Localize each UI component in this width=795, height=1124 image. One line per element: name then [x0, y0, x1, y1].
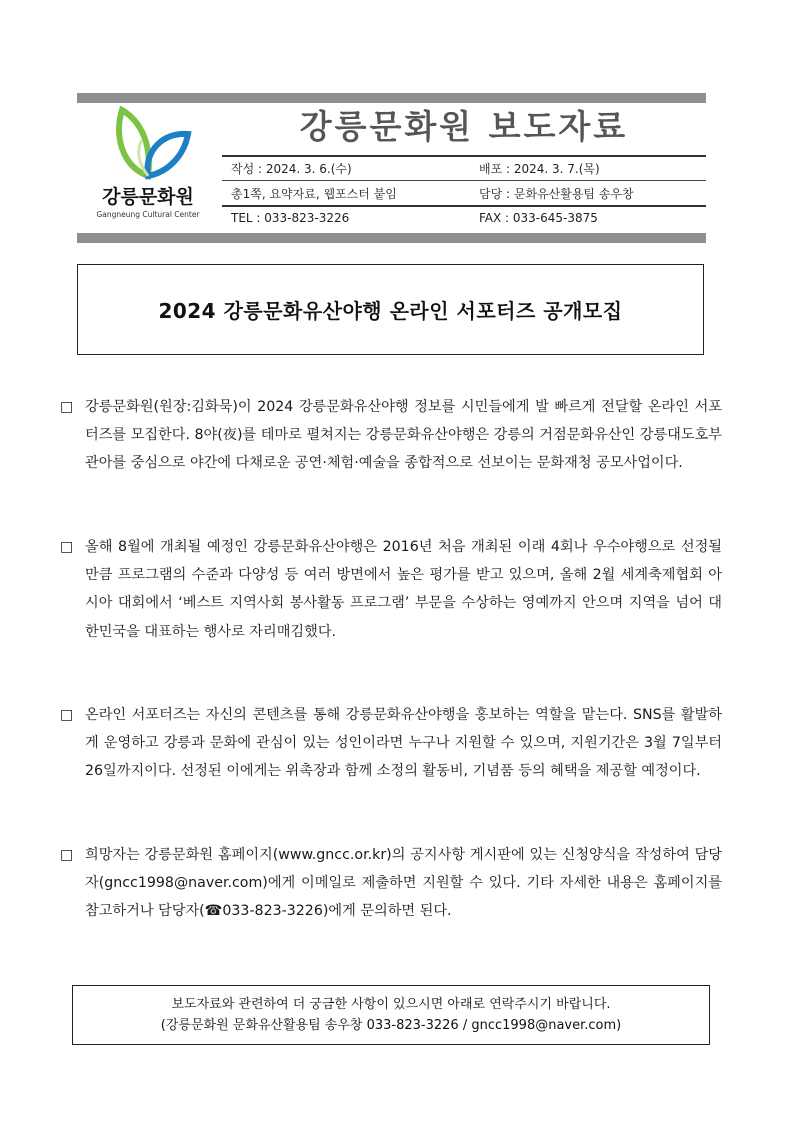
- info-divider: [222, 205, 706, 207]
- paragraph: [60, 701, 722, 786]
- headline-box: [77, 264, 704, 355]
- contact-box: [72, 985, 710, 1045]
- info-divider: [222, 155, 706, 157]
- contact-person: 담당 : 문화유산활용팀 송우창: [479, 187, 634, 201]
- tel-number: TEL : 033-823-3226: [231, 211, 350, 225]
- bullet-checkbox-icon: □: [60, 707, 74, 723]
- org-name-ko: 강릉문화원: [102, 186, 194, 208]
- leaf-logo-icon: [108, 106, 192, 182]
- paragraph: [60, 533, 722, 646]
- bullet-checkbox-icon: □: [60, 539, 74, 555]
- written-date: 작성 : 2024. 3. 6.(수): [231, 162, 352, 176]
- distribution-date: 배포 : 2024. 3. 7.(목): [479, 162, 600, 176]
- contact-message: 보도자료와 관련하여 더 궁금한 사항이 있으시면 아래로 연락주시기 바랍니다.: [171, 997, 611, 1012]
- bullet-checkbox-icon: □: [60, 847, 74, 863]
- release-title: 강릉문화원 보도자료: [299, 107, 629, 146]
- contact-details: (강릉문화원 문화유산활용팀 송우창 033-823-3226 / gncc1998@naver.com): [160, 1018, 622, 1033]
- paragraph-text: 온라인 서포터즈는 자신의 콘텐츠를 통해 강릉문화유산야행을 홍보하는 역할을 맡는다. SNS를 활발하게 운영하고 강릉과 문화에 관심이 있는 성인이라면 누구나 지원할 수 있으며, 지원기간은 3월 7일부터 26일까지이다. 선정된 이에게는 위촉장과 함께 소정의 활동비, 기념품 등의 혜택을 제공할 예정이다.: [85, 707, 722, 780]
- paragraph: [60, 393, 722, 478]
- paragraph-text: 올해 8월에 개최될 예정인 강릉문화유산야행은 2016년 처음 개최된 이래 4회나 우수야행으로 선정될 만큼 프로그램의 수준과 다양성 등 여러 방면에서 높은 평가를 받고 있으며, 올해 2월 세계축제협회 아시아 대회에서 ‘베스트 지역사회 봉사활동 프로그램’ 부문을 수상하는 영예까지 안으며 지역을 넘어 대한민국을 대표하는 행사로 자리매김했다.: [85, 539, 722, 640]
- paragraph: [60, 841, 722, 926]
- org-logo: [86, 104, 216, 229]
- info-divider: [222, 180, 706, 181]
- paragraph-text: 강릉문화원(원장:김화묵)이 2024 강릉문화유산야행 정보를 시민들에게 발 빠르게 전달할 온라인 서포터즈를 모집한다. 8야(夜)를 테마로 펼쳐지는 강릉문화유산야행은 강릉의 거점문화유산인 강릉대도호부관아를 중심으로 야간에 다채로운 공연·체험·예술을 종합적으로 선보이는 문화재청 공모사업이다.: [85, 399, 722, 472]
- headline: 2024 강릉문화유산야행 온라인 서포터즈 공개모집: [158, 299, 623, 323]
- paragraph-text: 희망자는 강릉문화원 홈페이지(www.gncc.or.kr)의 공지사항 게시판에 있는 신청양식을 작성하여 담당자(gncc1998@naver.com)에게 이메일로 제출하면 지원할 수 있다. 기타 자세한 내용은 홈페이지를 참고하거나 담당자(☎033-823-3226)에게 문의하면 된다.: [85, 847, 722, 920]
- bullet-checkbox-icon: □: [60, 399, 74, 415]
- fax-number: FAX : 033-645-3875: [479, 211, 598, 225]
- header-bottom-bar: [77, 233, 706, 243]
- page-count: 총1쪽, 요약자료, 웹포스터 붙임: [231, 187, 397, 201]
- org-name-en: Gangneung Cultural Center: [96, 210, 200, 219]
- header-top-bar: [77, 93, 706, 103]
